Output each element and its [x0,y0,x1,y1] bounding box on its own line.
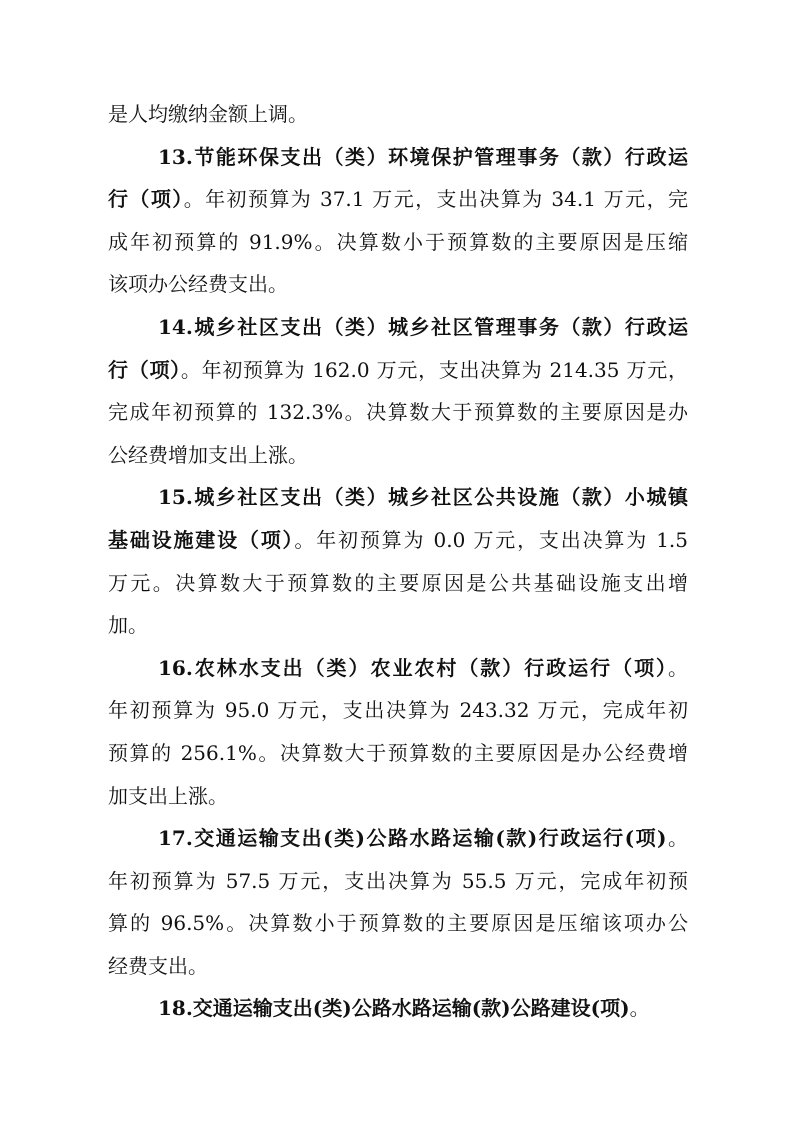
bold-heading: 行（项） [108,187,184,212]
bold-heading: 16.农林水支出（类）农业农村（款）行政运行（项） [158,655,668,680]
body-text: 该项办公经费支出。 [108,272,288,297]
body-text: 成年初预算的 91.9%。决算数小于预算数的主要原因是压缩 [108,229,688,254]
text-line [108,562,688,605]
text-line [108,519,688,562]
text-line [108,817,688,860]
body-text: 加。 [108,613,148,638]
text-line [108,349,688,392]
document-page [108,93,688,1030]
bold-heading: 14.城乡社区支出（类）城乡社区管理事务（款）行政运 [158,314,688,339]
body-text: 加支出上涨。 [108,783,228,808]
body-text: 。 [666,826,689,851]
bold-heading: 17.交通运输支出(类)公路水路运输(款)行政运行(项) [158,826,667,851]
bold-heading: 行（项） [108,357,181,382]
body-text: 。年初预算为 162.0 万元，支出决算为 214.35 万元， [180,357,688,382]
text-line [108,178,688,221]
body-text: 。 [668,655,688,680]
body-text: 万元。决算数大于预算数的主要原因是公共基础设施支出增 [108,570,688,595]
text-line [108,476,688,519]
body-text: 年初预算为 95.0 万元，支出决算为 243.32 万元，完成年初 [108,698,688,723]
body-text: 完成年初预算的 132.3%。决算数大于预算数的主要原因是办 [108,400,688,425]
bold-heading: 15.城乡社区支出（类）城乡社区公共设施（款）小城镇 [158,485,688,510]
text-line [108,775,688,818]
text-line [108,221,688,264]
text-line [108,987,688,1030]
body-text: 算的 96.5%。决算数小于预算数的主要原因是压缩该项办公 [108,911,688,936]
body-text: 公经费增加支出上涨。 [108,442,308,467]
text-line [108,604,688,647]
text-line [108,647,688,690]
body-text: 。 [629,996,650,1021]
text-line [108,263,688,306]
body-text: 。年初预算为 0.0 万元，支出决算为 1.5 [294,527,689,552]
text-line [108,732,688,775]
body-text: 年初预算为 57.5 万元，支出决算为 55.5 万元，完成年初预 [108,868,688,893]
text-line [108,391,688,434]
text-line [108,902,688,945]
text-line [108,434,688,477]
text-line [108,945,688,988]
body-text: 。年初预算为 37.1 万元，支出决算为 34.1 万元，完 [183,187,688,212]
bold-heading: 18.交通运输支出(类)公路水路运输(款)公路建设(项) [158,996,630,1021]
body-text: 预算的 256.1%。决算数大于预算数的主要原因是办公经费增 [108,740,688,765]
bold-heading: 基础设施建设（项） [108,527,295,552]
text-line [108,136,688,179]
body-text: 经费支出。 [108,953,208,978]
text-line [108,93,688,136]
body-text: 是人均缴纳金额上调。 [108,102,308,126]
text-line [108,860,688,903]
bold-heading: 13.节能环保支出（类）环境保护管理事务（款）行政运 [158,144,688,169]
text-line [108,306,688,349]
text-line [108,689,688,732]
